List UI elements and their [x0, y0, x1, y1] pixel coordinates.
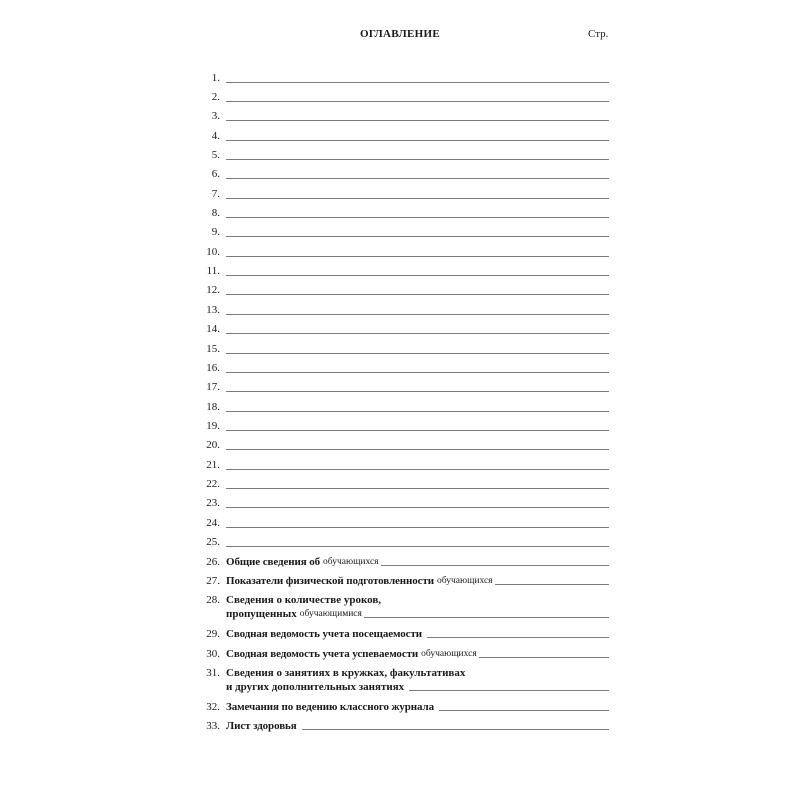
toc-entry-blank — [196, 438, 609, 452]
entry-line — [495, 584, 609, 585]
entry-line — [226, 314, 609, 315]
entry-subtitle: обучающихся — [437, 576, 493, 586]
entry-line — [364, 617, 609, 618]
page-title: ОГЛАВЛЕНИЕ — [360, 28, 440, 40]
entry-line — [226, 411, 609, 412]
entry-number: 3. — [211, 110, 220, 122]
entry-title: Общие сведения об — [226, 556, 320, 568]
entry-title: и других дополнительных занятиях — [226, 681, 405, 693]
entry-line — [226, 178, 609, 179]
entry-text-container — [226, 627, 609, 641]
toc-entry-blank — [196, 148, 609, 162]
entry-number: 13. — [206, 304, 220, 316]
entry-line — [226, 294, 609, 295]
entry-title-line1: Сведения о количестве уроков, — [226, 594, 382, 606]
entry-number: 20. — [206, 439, 220, 451]
entry-text-container — [226, 680, 609, 694]
entry-line — [226, 449, 609, 450]
entry-text-container — [226, 700, 609, 714]
toc-entry — [196, 647, 609, 661]
entry-title: Показатели физической подготовленности — [226, 575, 434, 587]
entry-text-container — [226, 607, 609, 621]
entry-line — [226, 256, 609, 257]
toc-entry — [196, 593, 609, 621]
entry-number: 1. — [211, 72, 220, 84]
toc-entry-blank — [196, 419, 609, 433]
entry-title-line1: Сведения о занятиях в кружках, факультативах — [226, 667, 466, 679]
entry-subtitle: обучающимися — [299, 609, 362, 619]
entry-line — [226, 120, 609, 121]
entry-line — [381, 565, 609, 566]
entry-line — [226, 140, 609, 141]
entry-number: 16. — [206, 362, 220, 374]
entry-number: 4. — [211, 130, 220, 142]
entry-title: Сводная ведомость учета посещаемости — [226, 628, 422, 640]
toc-entry-blank — [196, 129, 609, 143]
toc-entry — [196, 700, 609, 714]
entry-number: 9. — [211, 226, 220, 238]
entry-number: 15. — [206, 343, 220, 355]
entry-line — [427, 637, 609, 638]
entry-number: 12. — [206, 284, 220, 296]
entry-line — [226, 275, 609, 276]
entry-number: 22. — [206, 478, 220, 490]
entry-number: 11. — [206, 265, 220, 277]
toc-entry-blank — [196, 303, 609, 317]
entry-line — [226, 198, 609, 199]
entry-line — [226, 372, 609, 373]
entry-number: 18. — [206, 401, 220, 413]
entry-number: 29. — [206, 628, 220, 640]
entry-line — [226, 353, 609, 354]
entry-line — [226, 236, 609, 237]
toc-entry-blank — [196, 458, 609, 472]
toc-entry-blank — [196, 380, 609, 394]
toc-entry-blank — [196, 109, 609, 123]
entry-number: 28. — [206, 594, 220, 606]
toc-entry-blank — [196, 245, 609, 259]
entry-line — [226, 333, 609, 334]
entry-number: 26. — [206, 556, 220, 568]
toc-entry-blank — [196, 535, 609, 549]
entry-subtitle: обучающихся — [421, 649, 477, 659]
entry-number: 25. — [206, 536, 220, 548]
toc-entry-blank — [196, 264, 609, 278]
toc-entry-blank — [196, 477, 609, 491]
page-column-header: Стр. — [588, 28, 609, 40]
entry-number: 32. — [206, 701, 220, 713]
entry-line — [226, 546, 609, 547]
entry-number: 27. — [206, 575, 220, 587]
entry-number: 8. — [211, 207, 220, 219]
entry-line — [226, 507, 609, 508]
toc-entry — [196, 574, 609, 588]
toc-entry — [196, 555, 609, 569]
entry-number: 17. — [206, 381, 220, 393]
entry-line — [226, 101, 609, 102]
toc-entry-blank — [196, 496, 609, 510]
entry-text-container — [226, 574, 609, 588]
entry-number: 19. — [206, 420, 220, 432]
entry-line — [302, 729, 609, 730]
entry-line — [409, 690, 609, 691]
entry-text-container — [226, 719, 609, 733]
entry-number: 33. — [206, 720, 220, 732]
entry-number: 6. — [211, 168, 220, 180]
entry-title: Лист здоровья — [226, 720, 297, 732]
entry-title: Замечания по ведению классного журнала — [226, 701, 435, 713]
entry-subtitle: обучающихся — [323, 557, 379, 567]
toc-entry — [196, 666, 609, 694]
entry-number: 10. — [206, 246, 220, 258]
toc-entry-blank — [196, 90, 609, 104]
entry-number: 2. — [211, 91, 220, 103]
toc-entry-blank — [196, 71, 609, 85]
entry-line — [226, 488, 609, 489]
entry-line — [479, 657, 609, 658]
entry-number: 24. — [206, 517, 220, 529]
entry-line — [226, 159, 609, 160]
entry-number: 7. — [211, 188, 220, 200]
toc-entry-blank — [196, 516, 609, 530]
entry-text-container — [226, 555, 609, 569]
toc-entry-blank — [196, 322, 609, 336]
entry-line — [226, 527, 609, 528]
entry-line — [226, 430, 609, 431]
entry-title: пропущенных — [226, 608, 297, 620]
toc-entry-blank — [196, 187, 609, 201]
toc-entry-blank — [196, 400, 609, 414]
entry-text-container — [226, 647, 609, 661]
entry-number: 30. — [206, 648, 220, 660]
toc-entry-blank — [196, 225, 609, 239]
entry-number: 23. — [206, 497, 220, 509]
entry-title: Сводная ведомость учета успеваемости — [226, 648, 419, 660]
entry-line — [226, 82, 609, 83]
toc-entry-blank — [196, 361, 609, 375]
toc-entry-blank — [196, 206, 609, 220]
entry-number: 31. — [206, 667, 220, 679]
toc-entry — [196, 627, 609, 641]
entry-line — [226, 391, 609, 392]
entry-number: 5. — [211, 149, 220, 161]
entry-line — [226, 469, 609, 470]
toc-entry-blank — [196, 342, 609, 356]
entry-number: 21. — [206, 459, 220, 471]
entry-number: 14. — [206, 323, 220, 335]
toc-entry-blank — [196, 167, 609, 181]
entry-line — [226, 217, 609, 218]
toc-entry — [196, 719, 609, 733]
toc-entry-blank — [196, 283, 609, 297]
entry-line — [439, 710, 609, 711]
